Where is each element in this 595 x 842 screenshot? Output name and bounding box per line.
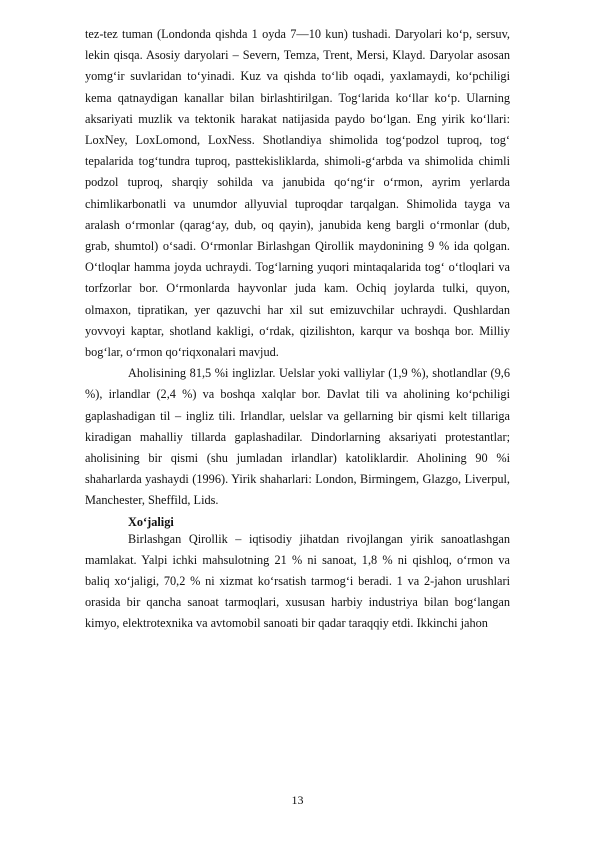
paragraph-population: Aholisining 81,5 %i inglizlar. Uelslar yoki valliylar (1,9 %), shotlandlar (9,6 %), irlandlar (2,4 %) va boshqa xalqlar bor. Davlat tili va aholining ko‘pchiligi gaplashadigan til – ingliz tili. Irlandlar, uelslar va gellarning bir qismi kelt tillariga kiradigan mahalliy tillarda gaplashadilar. Dindorlarning aksariyati protestantlar; aholisining bir qismi (shu jumladan irlandlar) katoliklardir. Aholining 90 %i shaharlarda yashaydi (1996). Yirik shaharlari: London, Birmingem, Glazgo, Liverpul, Manchester, Sheffild, Lids. (85, 366, 510, 508)
paragraph-economy: Birlashgan Qirollik – iqtisodiy jihatdan rivojlangan yirik sanoatlashgan mamlakat. Yalpi ichki mahsulotning 21 % ni sanoat, 1,8 % ni qishloq, o‘rmon va baliq xo‘jaligi, 70,2 % ni xizmat ko‘rsatish tarmog‘i beradi. 1 va 2-jahon urushlari orasida bir qancha sanoat tarmoqlari, xususan harbiy industriya bilan bog‘langan kimyo, elektrotexnika va avtomobil sanoati bir qadar taraqqiy etdi. Ikkinchi jahon (85, 531, 510, 631)
section-heading-economy: Xo‘jaligi (128, 514, 174, 529)
page-number: 13 (291, 793, 304, 807)
document-page (85, 24, 510, 635)
paragraph-nature: tez-tez tuman (Londonda qishda 1 oyda 7—10 kun) tushadi. Daryolari ko‘p, sersuv, lekin qisqa. Asosiy daryolari – Severn, Temza, Trent, Mersi, Klayd. Daryolar asosan yomg‘ir suvlaridan to‘yinadi. Kuz va qishda to‘lib oqadi, yaxlamaydi, ko‘pchiligi kema qatnaydigan kanallar bilan birlashtirilgan. Tog‘larida ko‘llar ko‘p. Ularning aksariyati muzlik va tektonik harakat natijasida paydo bo‘lgan. Eng yirik ko‘llari: LoxNey, LoxLomond, LoxNess. Shotlandiya shimolida tog‘podzol tuproq, tog‘ tepalarida tog‘tundra tuproq, pasttekisliklarda, shimoli-g‘arbda va shimolida chimli podzol tuproq, sharqiy sohilda va janubida qo‘ng‘ir o‘rmon, ayrim yerlarda chimlikarbonatli va unumdor allyuvial tuproqdar tarqalgan. Shimolida tayga va aralash o‘rmonlar (qarag‘ay, dub, oq qayin), janubida keng bargli o‘rmonlar (dub, grab, shumtol) o‘sadi. O‘rmonlar Birlashgan Qirollik maydonining 9 % ida qolgan. O‘tloqlar hamma joyda uchraydi. Tog‘larning yuqori mintaqalarida tog‘ o‘tloqlari va torfzorlar bor. O‘rmonlarda hayvonlar juda kam. Ochiq joylarda tulki, quyon, olmaxon, tipratikan, yer qazuvchi har xil sut emizuvchilar uchraydi. Qushlardan yovvoyi kaptar, shotland kakligi, o‘rdak, qizilishton, karqur va boshqa bor. Milliy bog‘lar, o‘rmon qo‘riqxonalari mavjud. (85, 27, 510, 360)
